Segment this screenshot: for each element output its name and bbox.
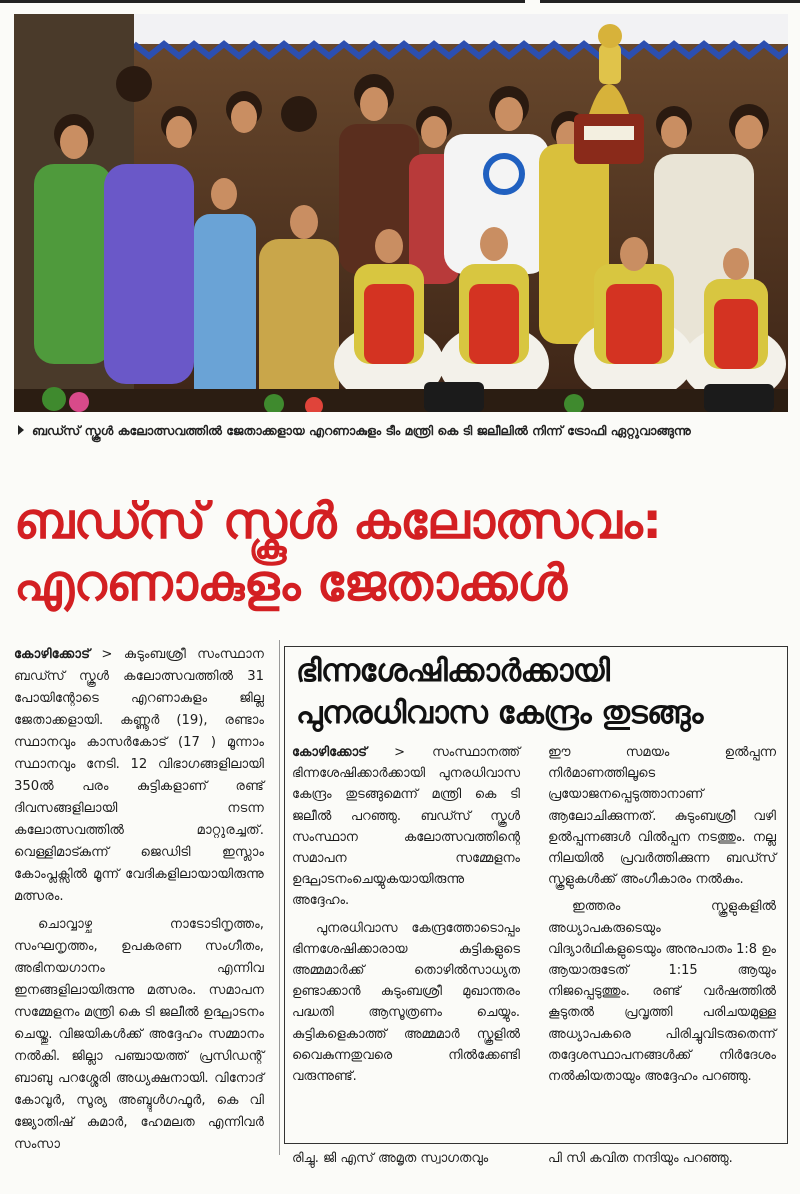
article-2-column-1 xyxy=(292,742,520,1087)
article-2-paragraph-1-text: > സംസ്ഥാനത്ത് ഭിന്നശേഷിക്കാർക്കായി പുനരധിവാസ കേന്ദ്രം തുടങ്ങുമെന്ന് മന്ത്രി കെ ടി ജലീൽ പറഞ്ഞു. ബഡ്സ് സ്കൂൾ സംസ്ഥാന കലോത്സവത്തിന്റെ സമാപന സമ്മേളനം ഉദ്ഘാടനംചെയ്യുകയായിരുന്നു അദ്ദേഹം. xyxy=(292,745,520,909)
article-1-paragraph-1-text: > കുടുംബശ്രീ സംസ്ഥാന ബഡ്സ് സ്കൂൾ കലോത്സവത്തിൽ 31 പോയിന്റോടെ എറണാകുളം ജില്ല ജേതാക്കളായി. കണ്ണൂർ (19), രണ്ടാം സ്ഥാനവും കാസർകോട് (17 ) മൂന്നാം സ്ഥാനവും നേടി. 12 വിഭാഗങ്ങളിലായി 350ൽ പരം കുട്ടികളാണ് രണ്ട് ദിവസങ്ങളിലായി നടന്ന കലോത്സവത്തിൽ മാറ്റുരച്ചത്. വെള്ളിമാട്കുന്ന് ജെഡിടി ഇസ്ലാം കോംപ്ലക്സിൽ മൂന്ന് വേദികളിലായായിരുന്നു മത്സരം. xyxy=(14,647,264,904)
main-headline xyxy=(14,490,794,614)
caption-text: ബഡ്സ് സ്കൂൾ കലോത്സവത്തിൽ ജേതാക്കളായ എറണാകുളം ടീം മന്ത്രി കെ ടി ജലീലിൽ നിന്ന് ട്രോഫി ഏറ്റുവാങ്ങുന്നു xyxy=(32,423,691,438)
triangle-right-icon xyxy=(18,425,24,435)
top-rule-left xyxy=(0,0,525,3)
article-2-dateline: കോഴിക്കോട് xyxy=(292,745,367,760)
article-1-dateline: കോഴിക്കോട് xyxy=(14,647,91,662)
article-2-paragraph-2: പുനരധിവാസ കേന്ദ്രത്തോടൊപ്പം ഭിന്നശേഷിക്കാരായ കുട്ടികളുടെ അമ്മമാർക്ക് തൊഴിൽസാധ്യത ഉണ്ടാക്കാൻ കുടുംബശ്രീ മുഖാന്തരം പദ്ധതി ആസൂത്രണം ചെയ്യും. കുട്ടികളെകാത്ത് അമ്മമാർ സ്കൂളിൽ വൈകുന്നതുവരെ നിൽക്കേണ്ടി വരുന്നുണ്ട്. xyxy=(292,920,520,1085)
article-2-headline xyxy=(296,650,776,734)
article-2-column-2 xyxy=(548,742,776,1087)
article-1-continuation-2: പി സി കവിത നന്ദിയും പറഞ്ഞു. xyxy=(548,1151,733,1166)
article-1-column xyxy=(14,644,264,1156)
column-divider xyxy=(279,640,280,1155)
article-2-paragraph-4: ഇത്തരം സ്കൂളുകളിൽ അധ്യാപകരുടെയും വിദ്യാർഥികളുടെയും അനുപാതം 1:8 ഉം ആയാരുടേത് 1:15 ആയും നിജപ്പെടുത്തും. രണ്ട് വർഷത്തിൽ കൂടുതൽ പ്രവൃത്തി പരിചയമുള്ള അധ്യാപകരെ പിരിച്ചുവിടരുതെന്ന് തദ്ദേശസ്ഥാപനങ്ങൾക്ക് നിർദേശം നൽകിയതായും അദ്ദേഹം പറഞ്ഞു. xyxy=(548,899,776,1085)
top-rule xyxy=(0,0,800,10)
article-1-paragraph-1 xyxy=(14,644,264,908)
headline-line-2: എറണാകുളം ജേതാക്കൾ xyxy=(14,554,567,612)
article-2-headline-line-2: പുനരധിവാസ കേന്ദ്രം തുടങ്ങും xyxy=(296,695,703,731)
photo-caption xyxy=(18,420,788,441)
article-1-continuation-1: രിച്ചു. ജി എസ് അമൃത സ്വാഗതവും xyxy=(292,1151,489,1166)
news-photo xyxy=(14,14,788,412)
article-2-headline-line-1: ഭിന്നശേഷിക്കാർക്കായി xyxy=(296,653,610,689)
headline-line-1: ബഡ്സ് സ്കൂൾ കലോത്സവം: xyxy=(14,492,662,550)
photo-illustration xyxy=(14,14,788,412)
top-rule-right xyxy=(540,0,800,3)
article-1-paragraph-2: ചൊവ്വാഴ്ച നാടോടിനൃത്തം, സംഘനൃത്തം, ഉപകരണ സംഗീതം, അഭിനയഗാനം എന്നിവ ഇനങ്ങളിലായിരുന്നു മത്സരം. സമാപന സമ്മേളനം മന്ത്രി കെ ടി ജലീൽ ഉദ്ഘാടനം ചെയ്തു. വിജയികൾക്ക് അദ്ദേഹം സമ്മാനം നൽകി. ജില്ലാ പഞ്ചായത്ത് പ്രസിഡന്റ് ബാബു പറശ്ശേരി അധ്യക്ഷനായി. വിനോദ് കോവൂർ, സൂര്യ അബ്ദുൾഗഫൂർ, കെ വി ജ്യോതിഷ് കുമാർ, ഹേമലത എന്നിവർ സംസാ xyxy=(14,917,264,1152)
article-2-paragraph-3: ഈ സമയം ഉൽപ്പന്ന നിർമാണത്തിലൂടെ പ്രയോജനപ്പെടുത്താനാണ് ആലോചിക്കുന്നത്. കുടുംബശ്രീ വഴി ഉൽപ്പന്നങ്ങൾ വിൽപ്പന നടത്തും. നല്ല നിലയിൽ പ്രവർത്തിക്കുന്ന ബഡ്സ് സ്കൂളുകൾക്ക് അംഗീകാരം നൽകും. xyxy=(548,745,776,888)
article-2-paragraph-1 xyxy=(292,742,520,912)
